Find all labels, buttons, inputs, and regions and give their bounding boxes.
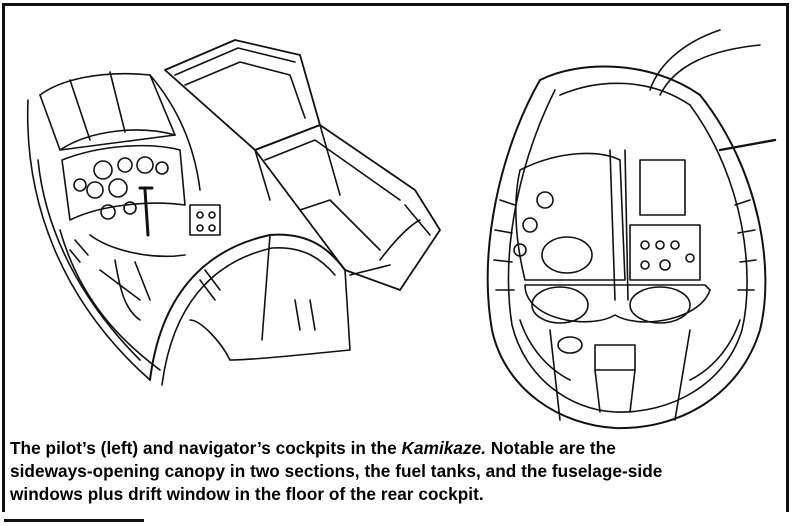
caption-line-3: windows plus drift window in the floor of the rear cockpit. (10, 484, 484, 504)
caption-kamikaze-title: Kamikaze. (401, 438, 487, 458)
caption-line-1-end: Notable are the (486, 438, 616, 458)
caption-line-2: sideways-opening canopy in two sections, the fuel tanks, and the fuselage-side (10, 461, 663, 481)
caption-line-1 (10, 437, 785, 460)
figure-caption (10, 437, 785, 506)
caption-line-1-start: The pilot’s (left) and navigator’s cockpits in the (10, 438, 402, 458)
bottom-rule (4, 519, 144, 522)
